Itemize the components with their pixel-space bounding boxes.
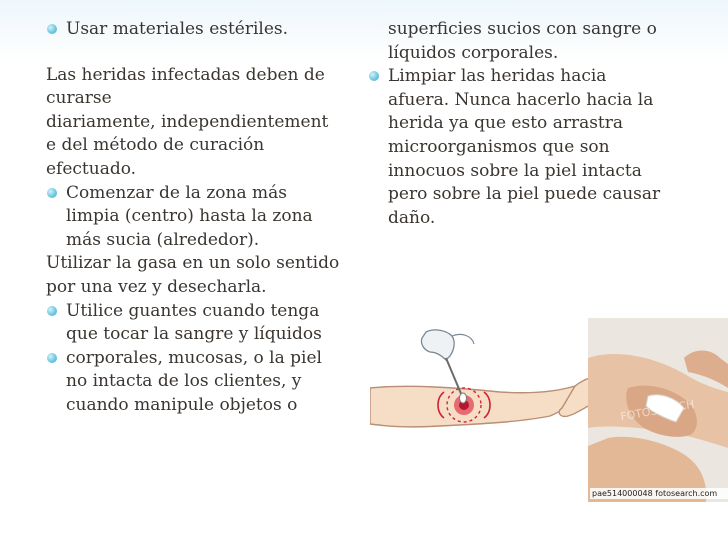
bullet-item <box>46 347 364 418</box>
bullet-dot-icon <box>47 188 57 198</box>
text-line: diariamente, independientement <box>46 111 329 132</box>
text-line: más sucia (alrededor). <box>66 229 260 250</box>
text-line: curarse <box>46 88 112 109</box>
bandage-photo-art <box>588 318 728 502</box>
text-line: líquidos corporales. <box>388 42 559 63</box>
text-line: Las heridas infectadas deben de <box>46 64 325 85</box>
bullet-item <box>46 182 364 253</box>
text-line: microorganismos que son <box>388 136 610 157</box>
bullet-dot-icon <box>47 24 57 34</box>
text-line: afuera. Nunca hacerlo hacia la <box>388 89 654 110</box>
text-line: herida ya que esto arrastra <box>388 113 624 134</box>
text-line: efectuado. <box>46 158 137 179</box>
text-line: cuando manipule objetos o <box>66 394 298 415</box>
bullet-item <box>46 18 364 42</box>
text-line: superficies sucios con sangre o <box>388 19 657 39</box>
text-line: Limpiar las heridas hacia <box>388 66 607 87</box>
bullet-dot-icon <box>47 353 57 363</box>
right-text-column <box>368 18 704 230</box>
text-line: limpia (centro) hasta la zona <box>66 206 313 227</box>
text-line: no intacta de los clientes, y <box>66 371 302 392</box>
text-line: Usar materiales estériles. <box>66 19 289 39</box>
text-line: Utilice guantes cuando tenga <box>66 300 320 321</box>
bullet-dot-icon <box>47 306 57 316</box>
text-line: corporales, mucosas, o la piel <box>66 347 322 368</box>
text-line: daño. <box>388 207 436 228</box>
bullet-item <box>46 300 364 347</box>
text-line: por una vez y desecharla. <box>46 276 267 297</box>
paragraph <box>46 64 364 182</box>
photo-caption: pae514000048 fotosearch.com <box>590 488 728 499</box>
bullet-dot-icon <box>369 71 379 81</box>
continued-text <box>368 18 704 65</box>
text-line: Utilizar la gasa en un solo sentido <box>46 253 340 274</box>
bandage-photo <box>588 318 728 502</box>
watermark-text: FOTOSEARCH <box>619 397 696 424</box>
text-line: pero sobre la piel puede causar <box>388 184 661 205</box>
text-line: Comenzar de la zona más <box>66 182 287 203</box>
text-line: innocuos sobre la piel intacta <box>388 160 642 181</box>
paragraph <box>46 252 364 299</box>
left-text-column <box>46 18 364 418</box>
text-line: e del método de curación <box>46 135 265 156</box>
bullet-item <box>368 65 704 230</box>
text-line: que tocar la sangre y líquidos <box>66 324 322 345</box>
